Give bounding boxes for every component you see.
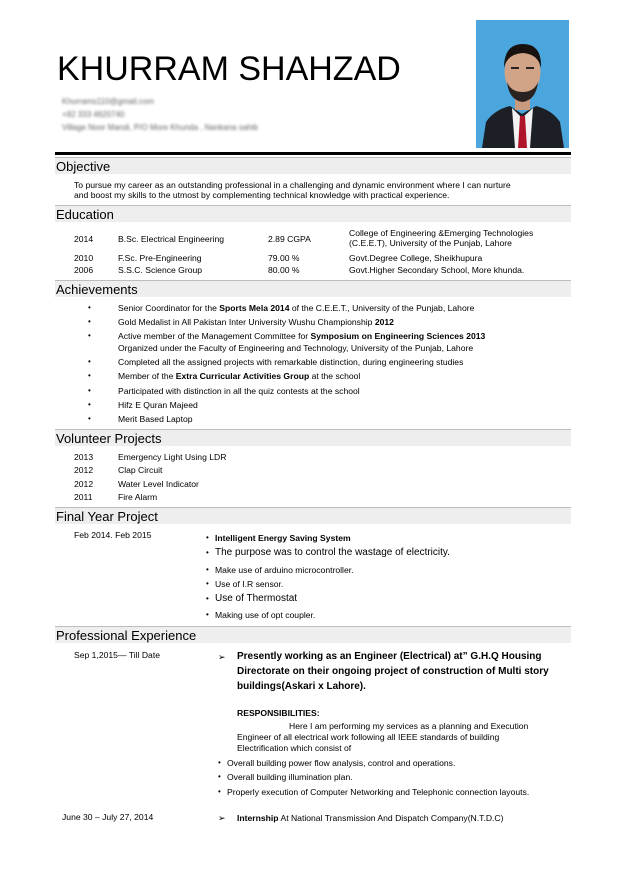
bullet-icon: •: [88, 317, 91, 326]
section-fyp: [55, 507, 571, 524]
section-education: [55, 205, 571, 222]
bullet-icon: •: [206, 594, 209, 603]
edu-score: 79.00 %: [268, 253, 300, 263]
responsibilities-text: Engineer of all electrical work following all IEEE standards of building: [237, 732, 500, 742]
fyp-item: Use of I.R sensor.: [215, 579, 284, 589]
volunteer-year: 2013: [74, 452, 94, 462]
internship-line: Internship At National Transmission And Dispatch Company(N.T.D.C): [237, 813, 504, 823]
section-experience: [55, 626, 571, 643]
fyp-item: The purpose was to control the wastage of electricity.: [215, 547, 450, 558]
responsibilities-text: Electrification which consist of: [237, 743, 352, 753]
bullet-icon: •: [206, 579, 209, 588]
bullet-icon: •: [206, 565, 209, 574]
job-headline: Directorate on their ongoing project of construction of Multi story: [237, 666, 549, 677]
responsibilities-text: Here I am performing my services as a planning and Execution: [289, 721, 529, 731]
job-dates: June 30 – July 27, 2014: [62, 812, 154, 822]
bullet-icon: •: [88, 331, 91, 340]
candidate-name: KHURRAM SHAHZAD: [57, 50, 401, 88]
bullet-icon: •: [88, 414, 91, 423]
section-title: Final Year Project: [56, 509, 158, 524]
bullet-icon: •: [218, 787, 221, 796]
achievement-item: Senior Coordinator for the Sports Mela 2014 of the C.E.E.T., University of the Punjab, Lahore: [118, 303, 475, 313]
job-dates: Sep 1,2015— Till Date: [74, 650, 160, 660]
job-bullet: Overall building illumination plan.: [227, 772, 353, 782]
header-divider: [55, 152, 571, 155]
achievement-item: Hifz E Quran Majeed: [118, 400, 198, 410]
edu-year: 2014: [74, 234, 94, 244]
fyp-dates: Feb 2014. Feb 2015: [74, 530, 152, 540]
achievement-item: Member of the Extra Curricular Activities Group at the school: [118, 371, 361, 381]
section-title: Professional Experience: [56, 628, 197, 643]
section-title: Achievements: [56, 282, 138, 297]
arrow-bullet-icon: ➢: [218, 652, 226, 662]
responsibilities-label: RESPONSIBILITIES:: [237, 708, 320, 718]
edu-institute: (C.E.E.T), University of the Punjab, Lahore: [349, 238, 512, 248]
fyp-item: Make use of arduino microcontroller.: [215, 565, 354, 575]
section-title: Volunteer Projects: [56, 431, 162, 446]
edu-year: 2010: [74, 253, 94, 263]
volunteer-year: 2012: [74, 479, 94, 489]
achievement-item: Merit Based Laptop: [118, 414, 193, 424]
volunteer-year: 2011: [74, 492, 93, 502]
bullet-icon: •: [88, 371, 91, 380]
edu-institute: Govt.Degree College, Sheikhupura: [349, 253, 483, 263]
edu-year: 2006: [74, 265, 94, 275]
objective-line: To pursue my career as an outstanding professional in a challenging and dynamic environment where I can nurture: [74, 180, 511, 190]
section-title: Education: [56, 207, 114, 222]
job-bullet: Overall building power flow analysis, control and operations.: [227, 758, 456, 768]
edu-degree: S.S.C. Science Group: [118, 265, 203, 275]
section-achievements: [55, 280, 571, 297]
profile-photo: [476, 20, 569, 148]
edu-institute: College of Engineering &Emerging Technologies: [349, 228, 534, 238]
edu-degree: B.Sc. Electrical Engineering: [118, 234, 225, 244]
bullet-icon: •: [206, 610, 209, 619]
objective-line: and boost my skills to the utmost by complementing technical knowledge with practical experience.: [74, 190, 450, 200]
bullet-icon: •: [218, 758, 221, 767]
edu-score: 80.00 %: [268, 265, 300, 275]
volunteer-project: Fire Alarm: [118, 492, 158, 502]
fyp-item: Making use of opt coupler.: [215, 610, 316, 620]
bullet-icon: •: [218, 772, 221, 781]
section-volunteer: [55, 429, 571, 446]
achievement-item: Completed all the assigned projects with remarkable distinction, during engineering studies: [118, 357, 464, 367]
edu-score: 2.89 CGPA: [268, 234, 311, 244]
volunteer-year: 2012: [74, 465, 94, 475]
contact-email: Khurrams110@gmail.com: [62, 97, 155, 106]
volunteer-project: Clap Circuit: [118, 465, 163, 475]
job-headline: buildings(Askari x Lahore).: [237, 681, 366, 692]
bullet-icon: •: [88, 303, 91, 312]
volunteer-project: Emergency Light Using LDR: [118, 452, 227, 462]
edu-institute: Govt.Higher Secondary School, More khunda.: [349, 265, 525, 275]
edu-degree: F.Sc. Pre-Engineering: [118, 253, 202, 263]
contact-address: Village Noor Mandi, P/O More Khunda , Nankana sahib: [62, 123, 258, 132]
arrow-bullet-icon: ➢: [218, 813, 226, 823]
bullet-icon: •: [206, 533, 209, 542]
bullet-icon: •: [206, 548, 209, 557]
achievement-item: Gold Medalist in All Pakistan Inter University Wushu Championship 2012: [118, 317, 394, 327]
achievement-item: Active member of the Management Committee for Symposium on Engineering Sciences 2013: [118, 331, 486, 341]
contact-phone: +92 333 4620740: [62, 110, 125, 119]
fyp-title: Intelligent Energy Saving System: [215, 533, 351, 543]
section-title: Objective: [56, 159, 111, 174]
achievement-item: Participated with distinction in all the quiz contests at the school: [118, 386, 360, 396]
bullet-icon: •: [88, 386, 91, 395]
achievement-item-line2: Organized under the Faculty of Engineering and Technology, University of the Punjab, Lahore: [118, 343, 474, 353]
volunteer-project: Water Level Indicator: [118, 479, 199, 489]
bullet-icon: •: [88, 357, 91, 366]
section-objective: [55, 157, 571, 174]
fyp-item: Use of Thermostat: [215, 593, 298, 604]
bullet-icon: •: [88, 400, 91, 409]
job-bullet: Properly execution of Computer Networking and Telephonic connection layouts.: [227, 787, 530, 797]
job-headline: Presently working as an Engineer (Electrical) at” G.H.Q Housing: [237, 651, 542, 662]
